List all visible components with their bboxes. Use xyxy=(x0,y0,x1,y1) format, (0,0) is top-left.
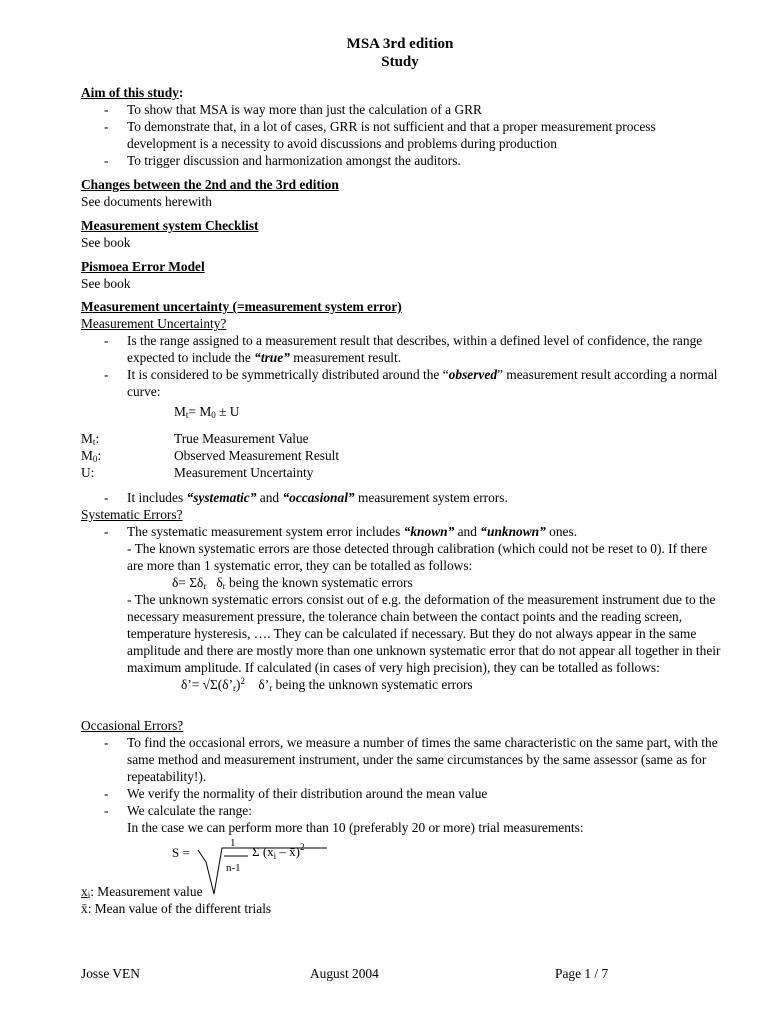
changes-text: See documents herewith xyxy=(81,194,212,209)
known-errors-text: - The known systematic errors are those detected through calibration (which could not be reset to 0). If there are more than 1 systematic error, they can be totalled as follows: xyxy=(127,541,708,573)
definition-xbar: x̄: Mean value of the different trials xyxy=(81,901,272,916)
unknown-errors-formula: δ’= $√\Sigma(\delta’_r)^2$ $\delta’_r$ being the unknown systematic errors xyxy=(181,676,473,693)
systematic-subheading: Systematic Errors? xyxy=(81,507,183,522)
svg-text:Σ (xi – x̄)2: Σ ($x_i$ – x̄)$^2$ xyxy=(252,842,305,861)
occasional-section xyxy=(81,717,721,836)
checklist-text: See book xyxy=(81,235,131,250)
footer-page-number: Page 1 / 7 xyxy=(555,966,609,981)
list-item: - The systematic measurement system error includes “known” and “unknown” ones. - The known systematic errors are those detected through calibration (which could not be reset to 0). If there are more than 1 systematic error, they can be totalled as follows: $\delta= \Sigma\delta_r$ $\delta_r$ being the known systematic errors - The unknown systematic errors consist out of e.g. the deformation of the measurement instrument due to the necessary measurement pressure, the tolerance chain between the contact points and the reading screen, temperature hysteresis, …. They can be calculated if necessary. But they do not always appear in the same amplitude and there are mostly more than one unknown systematic error that do not appear all together in their maximum amplitude. If calculated (in cases of very high precision), they can be totalled as follows: δ’= $√\Sigma(\delta’_r)^2$ $\delta’_r$ being the unknown systematic errors xyxy=(81,523,721,693)
definition-xi: $x_i$: Measurement value xyxy=(81,884,203,900)
footer-date: August 2004 xyxy=(310,966,379,981)
definition-row: U: Measurement Uncertainty xyxy=(81,465,314,480)
occasional-list xyxy=(81,734,721,836)
systematic-section xyxy=(81,506,721,693)
formula-s-label: S = xyxy=(172,845,190,860)
aim-section: Aim of this study: - To show that MSA is way more than just the calculation of a GRR - To demonstrate that, in a lot of cases, GRR is not sufficient and that a proper measurement process development is a necessity to avoid discussions and problems during production - To trigger discussion and harmonization amongst the auditors. xyxy=(81,84,721,169)
formula-numerator: 1 xyxy=(230,838,236,849)
definition-row: $M_0$: Observed Measurement Result xyxy=(81,448,340,464)
list-item: - We verify the normality of their distribution around the mean value xyxy=(81,785,721,802)
list-item: - It includes “systematic” and “occasional” measurement system errors. xyxy=(81,489,721,506)
uncertainty-formula: $M_t= M_0 \pm U$ xyxy=(174,404,240,420)
range-text: In the case we can perform more than 10 (preferably 20 or more) trial measurements: xyxy=(127,820,584,835)
checklist-heading: Measurement system Checklist xyxy=(81,218,259,233)
changes-section xyxy=(81,176,721,210)
document-title: MSA 3rd edition xyxy=(346,36,454,52)
unknown-errors-text: - The unknown systematic errors consist out of e.g. the deformation of the measurement instrument due to the necessary measurement pressure, the tolerance chain between the contact points and the reading screen, temperature hysteresis, …. They can be calculated if necessary. But they do not always appear in the same amplitude and there are mostly more than one unknown systematic error that do not appear all together in their maximum amplitude. If calculated (in cases of very high precision), they can be totalled as follows: xyxy=(127,592,721,675)
list-item: - To trigger discussion and harmonization amongst the auditors. xyxy=(81,152,721,169)
uncertainty-section xyxy=(81,298,721,506)
changes-heading: Changes between the 2nd and the 3rd edition xyxy=(81,177,339,192)
uncertainty-heading: Measurement uncertainty (=measurement system error) xyxy=(81,299,402,314)
known-errors-formula: $\delta= \Sigma\delta_r$ $\delta_r$ being the known systematic errors xyxy=(172,575,413,591)
formula-denominator: n-1 xyxy=(226,862,241,874)
list-item: - To show that MSA is way more than just the calculation of a GRR xyxy=(81,101,721,118)
list-item: - Is the range assigned to a measurement result that describes, within a defined level of confidence, the range expected to include the “true” measurement result. xyxy=(81,332,721,366)
uncertainty-list-2 xyxy=(81,489,721,506)
definition-row: $M_t$: True Measurement Value xyxy=(81,431,309,447)
document-subtitle: Study xyxy=(381,54,419,70)
list-item: - It is considered to be symmetrically distributed around the “observed” measurement result according a normal curve: xyxy=(81,366,721,400)
list-item: - To find the occasional errors, we measure a number of times the same characteristic on the same part, with the same method and measurement instrument, under the same circumstances by the same assessor (same as for repeatability!). xyxy=(81,734,721,785)
formula-definitions xyxy=(81,883,721,917)
list-item: - We calculate the range: In the case we can perform more than 10 (preferably 20 or more) trial measurements: xyxy=(81,802,721,836)
list-item: - To demonstrate that, in a lot of cases, GRR is not sufficient and that a proper measurement process development is a necessity to avoid discussions and problems during production xyxy=(81,118,721,152)
aim-heading: Aim of this study xyxy=(81,85,179,100)
uncertainty-subheading: Measurement Uncertainty? xyxy=(81,316,227,331)
pismoea-section xyxy=(81,258,721,292)
occasional-subheading: Occasional Errors? xyxy=(81,718,184,733)
uncertainty-list xyxy=(81,332,721,400)
pismoea-text: See book xyxy=(81,276,131,291)
pismoea-heading: Pismoea Error Model xyxy=(81,259,205,274)
aim-list xyxy=(81,101,721,169)
systematic-list xyxy=(81,523,721,693)
checklist-section xyxy=(81,217,721,251)
footer-author: Josse VEN xyxy=(81,966,140,981)
